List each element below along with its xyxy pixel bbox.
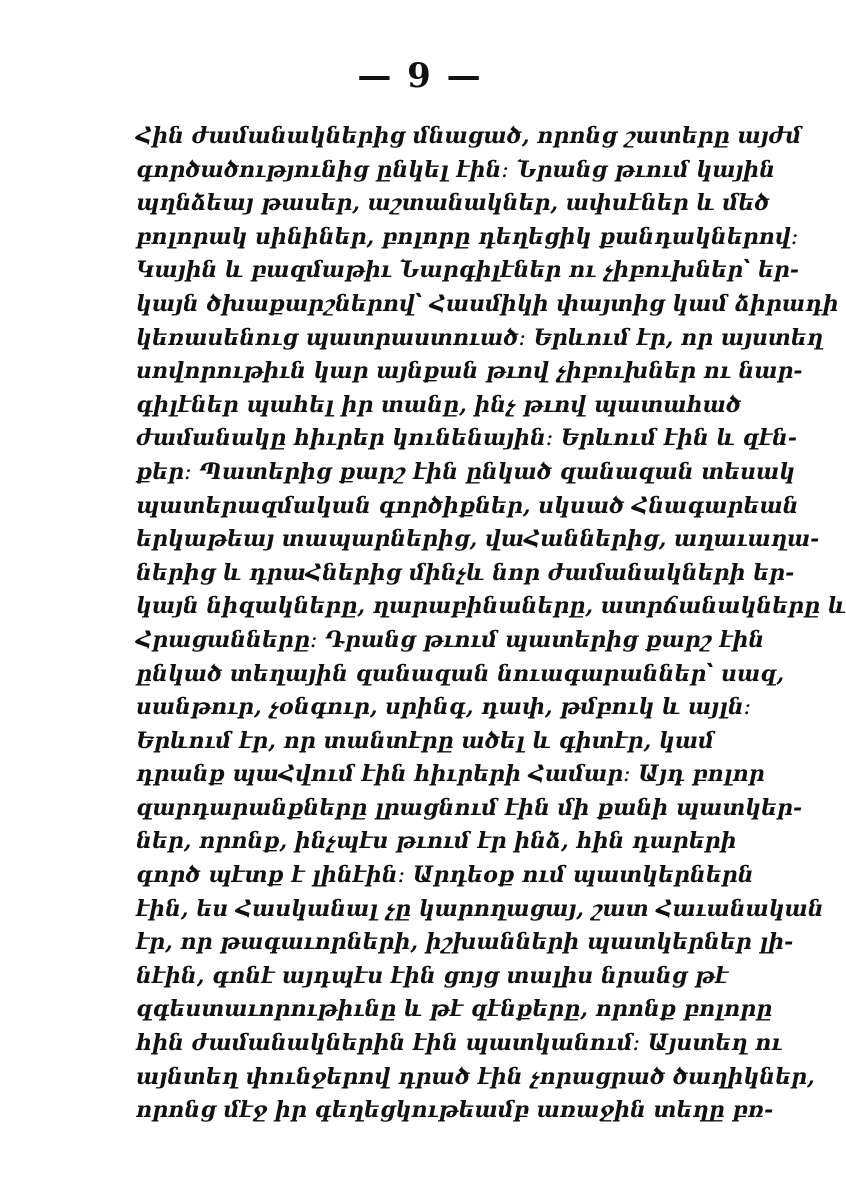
text-line: Հրացանները։ Դրանց թւում պատերից քարշ էին bbox=[136, 626, 765, 653]
text-line: պատերազմական գործիքներ, սկսած Հնագարեան bbox=[136, 492, 799, 519]
page-number: — 9 — bbox=[357, 56, 483, 96]
text-line: ներ, որոնք, ինչպէս թւում էր ինձ, հին դարերի bbox=[136, 828, 737, 855]
text-line: այնտեղ փունջերով դրած էին չորացրած ծաղիկներ, bbox=[136, 1063, 815, 1090]
text-line: պղնձեայ թասեր, աշտանակներ, ափսէներ և մեծ bbox=[136, 190, 770, 217]
text-line: ներից և դրաՀներից մինչև նոր ժամանակների եր- bbox=[136, 559, 795, 586]
text-line: սանթուր, չօնգուր, սրինգ, դափ, թմբուկ և այլն։ bbox=[136, 694, 752, 721]
text-line: Կային և բազմաթիւ Նարգիլէներ ու չիբուխներ՝ եր- bbox=[136, 257, 799, 284]
text-line: ժամանակը հիւրեր կունենային։ Երևում էին և զէն- bbox=[136, 425, 797, 452]
text-line: նէին, գոնէ այդպէս էին ցոյց տալիս նրանց թէ bbox=[136, 962, 729, 989]
text-line: քեր։ Պատերից քարշ էին ընկած զանազան տեսակ bbox=[136, 458, 796, 485]
text-line: Հին ժամանակներից մնացած, որոնց շատերը այժմ bbox=[136, 123, 802, 149]
text-line: Երևում էր, որ տանտէրը ածել և գիտէր, կամ bbox=[136, 727, 714, 754]
text-line: կեռասենուց պատրաստուած։ Երևում էր, որ այստեղ bbox=[136, 324, 824, 351]
text-line: երկաթեայ տապարներից, վաՀաններից, աղաւաղա- bbox=[136, 526, 820, 553]
text-line: կայն նիզակները, ղարաբինաները, ատրճանակները և bbox=[136, 593, 846, 620]
text-line: կայն ծխաքարշներով՝ Հասմիկի փայտից կամ ձիրադի bbox=[136, 290, 839, 317]
text-line: բոլորակ սինիներ, բոլորը դեղեցիկ քանդակներով։ bbox=[136, 223, 799, 250]
text-line: էին, ես Հասկանալ չը կարողացայ, շատ Հաւանական bbox=[136, 895, 824, 922]
text-line: գործածությունից ընկել էին։ Նրանց թւում կային bbox=[136, 156, 776, 183]
text-line: դրանք պաՀվում էին հիւրերի Համար։ Այդ բոլոր bbox=[136, 761, 765, 788]
text-line: ընկած տեղային զանազան նուագարաններ՝ սազ, bbox=[136, 660, 785, 687]
body-text bbox=[136, 120, 846, 1128]
text-line: որոնց մէջ իր գեղեցկութեամբ առաջին տեղը բռ- bbox=[136, 1097, 774, 1124]
text-line: հին ժամանակներին էին պատկանում։ Այստեղ ու bbox=[136, 1030, 783, 1057]
text-line: գիլէներ պահել իր տանը, ինչ թւով պատահած bbox=[136, 391, 742, 418]
text-line: գործ պէտք է լինէին։ Արդեօք ում պատկերներն bbox=[136, 862, 754, 889]
text-line: զգեստաւորութիւնը և թէ զէնքերը, որոնք բոլորը bbox=[136, 996, 773, 1023]
text-line: զարդարանքները լրացնում էին մի քանի պատկեր- bbox=[136, 794, 803, 821]
text-line: սովորութիւն կար այնքան թւով չիբուխներ ու նար- bbox=[136, 358, 803, 385]
text-line: էր, որ թագաւորների, իշխանների պատկերներ լի- bbox=[136, 929, 794, 956]
